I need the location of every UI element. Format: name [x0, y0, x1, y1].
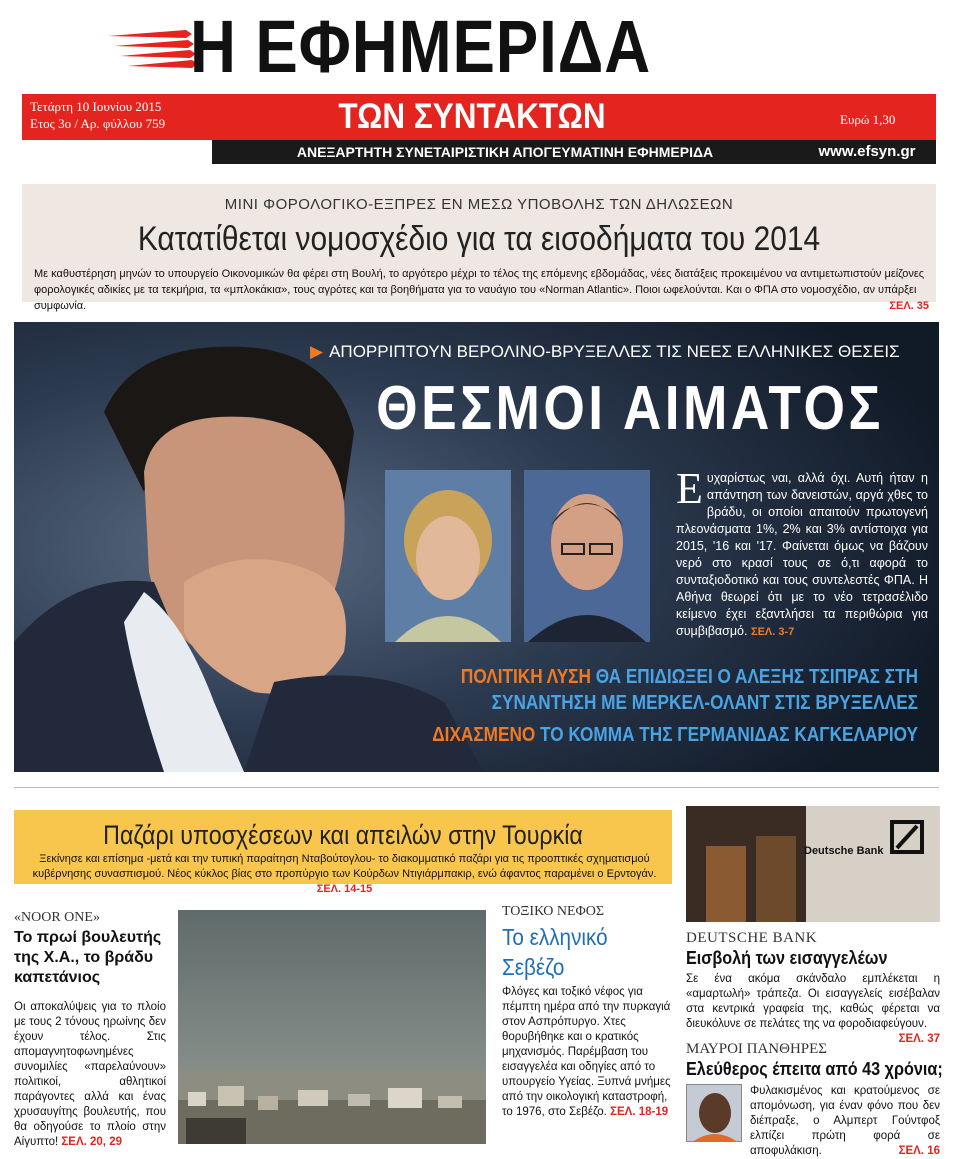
- hero-subhead-3-text: ΤΟ ΚΟΜΜΑ ΤΗΣ ΓΕΡΜΑΝΙΔΑΣ ΚΑΓΚΕΛΑΡΙΟΥ: [540, 724, 918, 746]
- panthers-body: [750, 1084, 940, 1159]
- noor-body-text: Οι αποκαλύψεις για το πλοίο με τους 2 τόνους ηρωίνης δεν έχουν τέλος. Στις απομαγνητοφωνημένες συνομιλίες «παρελαύνουν» πολιτικοί, αθλητικοί παράγοντες αλλά και ένας χρυσαυγίτης βουλευτής, που θα οδηγούσε το πλοίο στην Αίγυπτο!: [14, 1001, 166, 1148]
- noor-headline[interactable]: Το πρωί βουλευτής της Χ.Α., το βράδυ καπετάνιος: [14, 929, 162, 986]
- noor-kicker: «NOOR ONE»: [14, 910, 100, 925]
- panthers-kicker: ΜΑΥΡΟΙ ΠΑΝΘΗΡΕΣ: [686, 1041, 828, 1057]
- hero-page-ref[interactable]: ΣΕΛ. 3-7: [750, 626, 795, 638]
- top-story-page-ref[interactable]: ΣΕΛ. 35: [889, 300, 929, 312]
- panthers-headline[interactable]: Ελεύθερος έπειτα από 43 χρόνια;: [686, 1059, 943, 1079]
- issue-date: Τετάρτη 10 Ιουνίου 2015: [30, 99, 162, 114]
- top-story-headline[interactable]: Κατατίθεται νομοσχέδιο για τα εισοδήματα του 2014: [137, 220, 821, 258]
- masthead-subtitle: ΤΩΝ ΣΥΝΤΑΚΤΩΝ: [338, 97, 606, 136]
- woodfox-photo: [686, 1084, 742, 1142]
- website-link[interactable]: www.efsyn.gr: [818, 143, 916, 160]
- toxic-headline[interactable]: Το ελληνικό Σεβέζο: [502, 924, 608, 980]
- deutsche-bank-sign: Deutsche Bank: [804, 845, 884, 857]
- turkey-headline[interactable]: Παζάρι υποσχέσεων και απειλών στην Τουρκία: [103, 820, 583, 850]
- hero-body: [676, 464, 928, 641]
- turkey-body: [22, 852, 667, 897]
- toxic-kicker: ΤΟΞΙΚΟ ΝΕΦΟΣ: [502, 904, 604, 919]
- section-divider: [14, 787, 939, 788]
- masthead-title: Η ΕΦΗΜΕΡΙΔΑ: [190, 5, 652, 88]
- hero-kicker-text: ΑΠΟΡΡΙΠΤΟΥΝ ΒΕΡΟΛΙΝΟ-ΒΡΥΞΕΛΛΕΣ ΤΙΣ ΝΕΕΣ ΕΛΛΗΝΙΚΕΣ ΘΕΣΕΙΣ: [329, 342, 900, 361]
- panthers-body-text: Φυλακισμένος και κρατούμενος σε απομόνωση, για έναν φόνο που δεν διέπραξε, ο Αλμπερτ Γούντφοξ ελπίζει πρώτη φορά σε αποφυλάκιση.: [750, 1085, 940, 1157]
- masthead-logo-icon: [108, 24, 198, 70]
- noor-page-ref[interactable]: ΣΕΛ. 20, 29: [61, 1136, 122, 1148]
- tagline: ΑΝΕΞΑΡΤΗΤΗ ΣΥΝΕΤΑΙΡΙΣΤΙΚΗ ΑΠΟΓΕΥΜΑΤΙΝΗ ΕΦΗΜΕΡΙΔΑ: [296, 144, 714, 160]
- arrow-right-icon: ▶: [310, 342, 324, 361]
- hollande-photo: [524, 470, 650, 642]
- hero-subhead-1-highlight: ΠΟΛΙΤΙΚΗ ΛΥΣΗ: [460, 666, 591, 688]
- toxic-body: [502, 985, 672, 1120]
- deutsche-bank-kicker: DEUTSCHE BANK: [686, 930, 818, 946]
- hero-headline[interactable]: ΘΕΣΜΟΙ ΑΙΜΑΤΟΣ: [376, 374, 884, 443]
- turkey-body-text: Ξεκίνησε και επίσημα -μετά και την τυπική παραίτηση Νταβούτογλου- το διακομματικό παζάρι για τις προοπτικές σχηματισμού κυβέρνησης συνασπισμού. Νέος κύκλος βίας στο προπύργιο των Κούρδων Ντιγιάρμπακιρ, ενώ άφαντος παραμένει ο Ερντογάν.: [32, 853, 657, 880]
- deutsche-bank-headline[interactable]: Εισβολή των εισαγγελέων: [686, 948, 888, 968]
- hero-subhead-3: [387, 722, 918, 748]
- hero-body-text: υχαρίστως ναι, αλλά όχι. Αυτή ήταν η απάντηση των δανειστών, αργά χθες το βράδυ, οι οποίοι απαιτούν πρωτογενή πλεονάσματα 1%, 2% και 3% αντίστοιχα για 2015, '16 και '17. Φαίνεται όμως να βάζουν νερό στο κρασί τους σε ό,τι αφορά το συνταξιοδοτικό και τους συντελεστές ΦΠΑ. Η Αθήνα θεωρεί ότι με το νέο τετρασέλιδο κείμενο έχει εξαντλήσει τα περιθώρια για συμβιβασμό.: [676, 471, 928, 638]
- issue-number: Ετος 3ο / Αρ. φύλλου 759: [30, 116, 166, 131]
- hero-subhead-1: [387, 664, 918, 690]
- deutsche-bank-page-ref[interactable]: ΣΕΛ. 37: [898, 1033, 940, 1045]
- hero-kicker: [310, 342, 930, 362]
- deutsche-bank-photo: [686, 806, 940, 922]
- noor-body: [14, 1000, 166, 1150]
- smog-photo: [178, 910, 486, 1144]
- merkel-photo: [385, 470, 511, 642]
- panthers-page-ref[interactable]: ΣΕΛ. 16: [898, 1145, 940, 1157]
- toxic-page-ref[interactable]: ΣΕΛ. 18-19: [610, 1106, 669, 1118]
- hero-subhead-3-highlight: ΔΙΧΑΣΜΕΝΟ: [432, 724, 536, 746]
- toxic-body-text: Φλόγες και τοξικό νέφος για πέμπτη ημέρα από την πυρκαγιά στον Ασπρόπυργο. Χτες θορυβήθηκε και ο κρατικός μηχανισμός. Παρέμβαση του εισαγγελέα και οδηγίες από το υπουργείο Υγείας. Ξυπνά μνήμες από την οικολογική καταστροφή, το 1976, στο Σεβέζο.: [502, 986, 671, 1118]
- hero-subhead-1-text: ΘΑ ΕΠΙΔΙΩΞΕΙ Ο ΑΛΕΞΗΣ ΤΣΙΠΡΑΣ ΣΤΗ: [595, 666, 918, 688]
- top-story-kicker: ΜΙΝΙ ΦΟΡΟΛΟΓΙΚΟ-ΕΞΠΡΕΣ ΕΝ ΜΕΣΩ ΥΠΟΒΟΛΗΣ ΤΩΝ ΔΗΛΩΣΕΩΝ: [224, 196, 734, 213]
- turkey-page-ref[interactable]: ΣΕΛ. 14-15: [316, 883, 373, 895]
- top-story-body: [34, 266, 929, 314]
- deutsche-bank-body-text: Σε ένα ακόμα σκάνδαλο εμπλέκεται η «αμαρτωλή» τράπεζα. Οι εισαγγελείς εισέβαλαν στα κεντρικά γραφεία της, καθώς φέρεται να διευκόλυνε σε πελάτες της να φοροδιαφεύγουν.: [686, 973, 940, 1030]
- hero-drop-cap: Ε: [676, 464, 703, 513]
- top-story-text: Με καθυστέρηση μηνών το υπουργείο Οικονομικών θα φέρει στη Βουλή, το αργότερο μέχρι το τέλος της επόμενης εβδομάδας, νέες διατάξεις προκειμένου να αντιμετωπιστούν μείζονες φορολογικές αδικίες με τα τεκμήρια, τα «μπλοκάκια», τους αγρότες και τα βοηθήματα για το ναυάγιο του «Norman Atlantic». Ποιοι ωφελούνται. Και ο ΦΠΑ στο νομοσχέδιο, αν υπάρξει συμφωνία.: [34, 268, 925, 312]
- issue-price: Ευρώ 1,30: [840, 112, 896, 127]
- deutsche-bank-body: [686, 972, 940, 1047]
- hero-subhead-2: ΣΥΝΑΝΤΗΣΗ ΜΕ ΜΕΡΚΕΛ-ΟΛΑΝΤ ΣΤΙΣ ΒΡΥΞΕΛΛΕΣ: [491, 692, 918, 714]
